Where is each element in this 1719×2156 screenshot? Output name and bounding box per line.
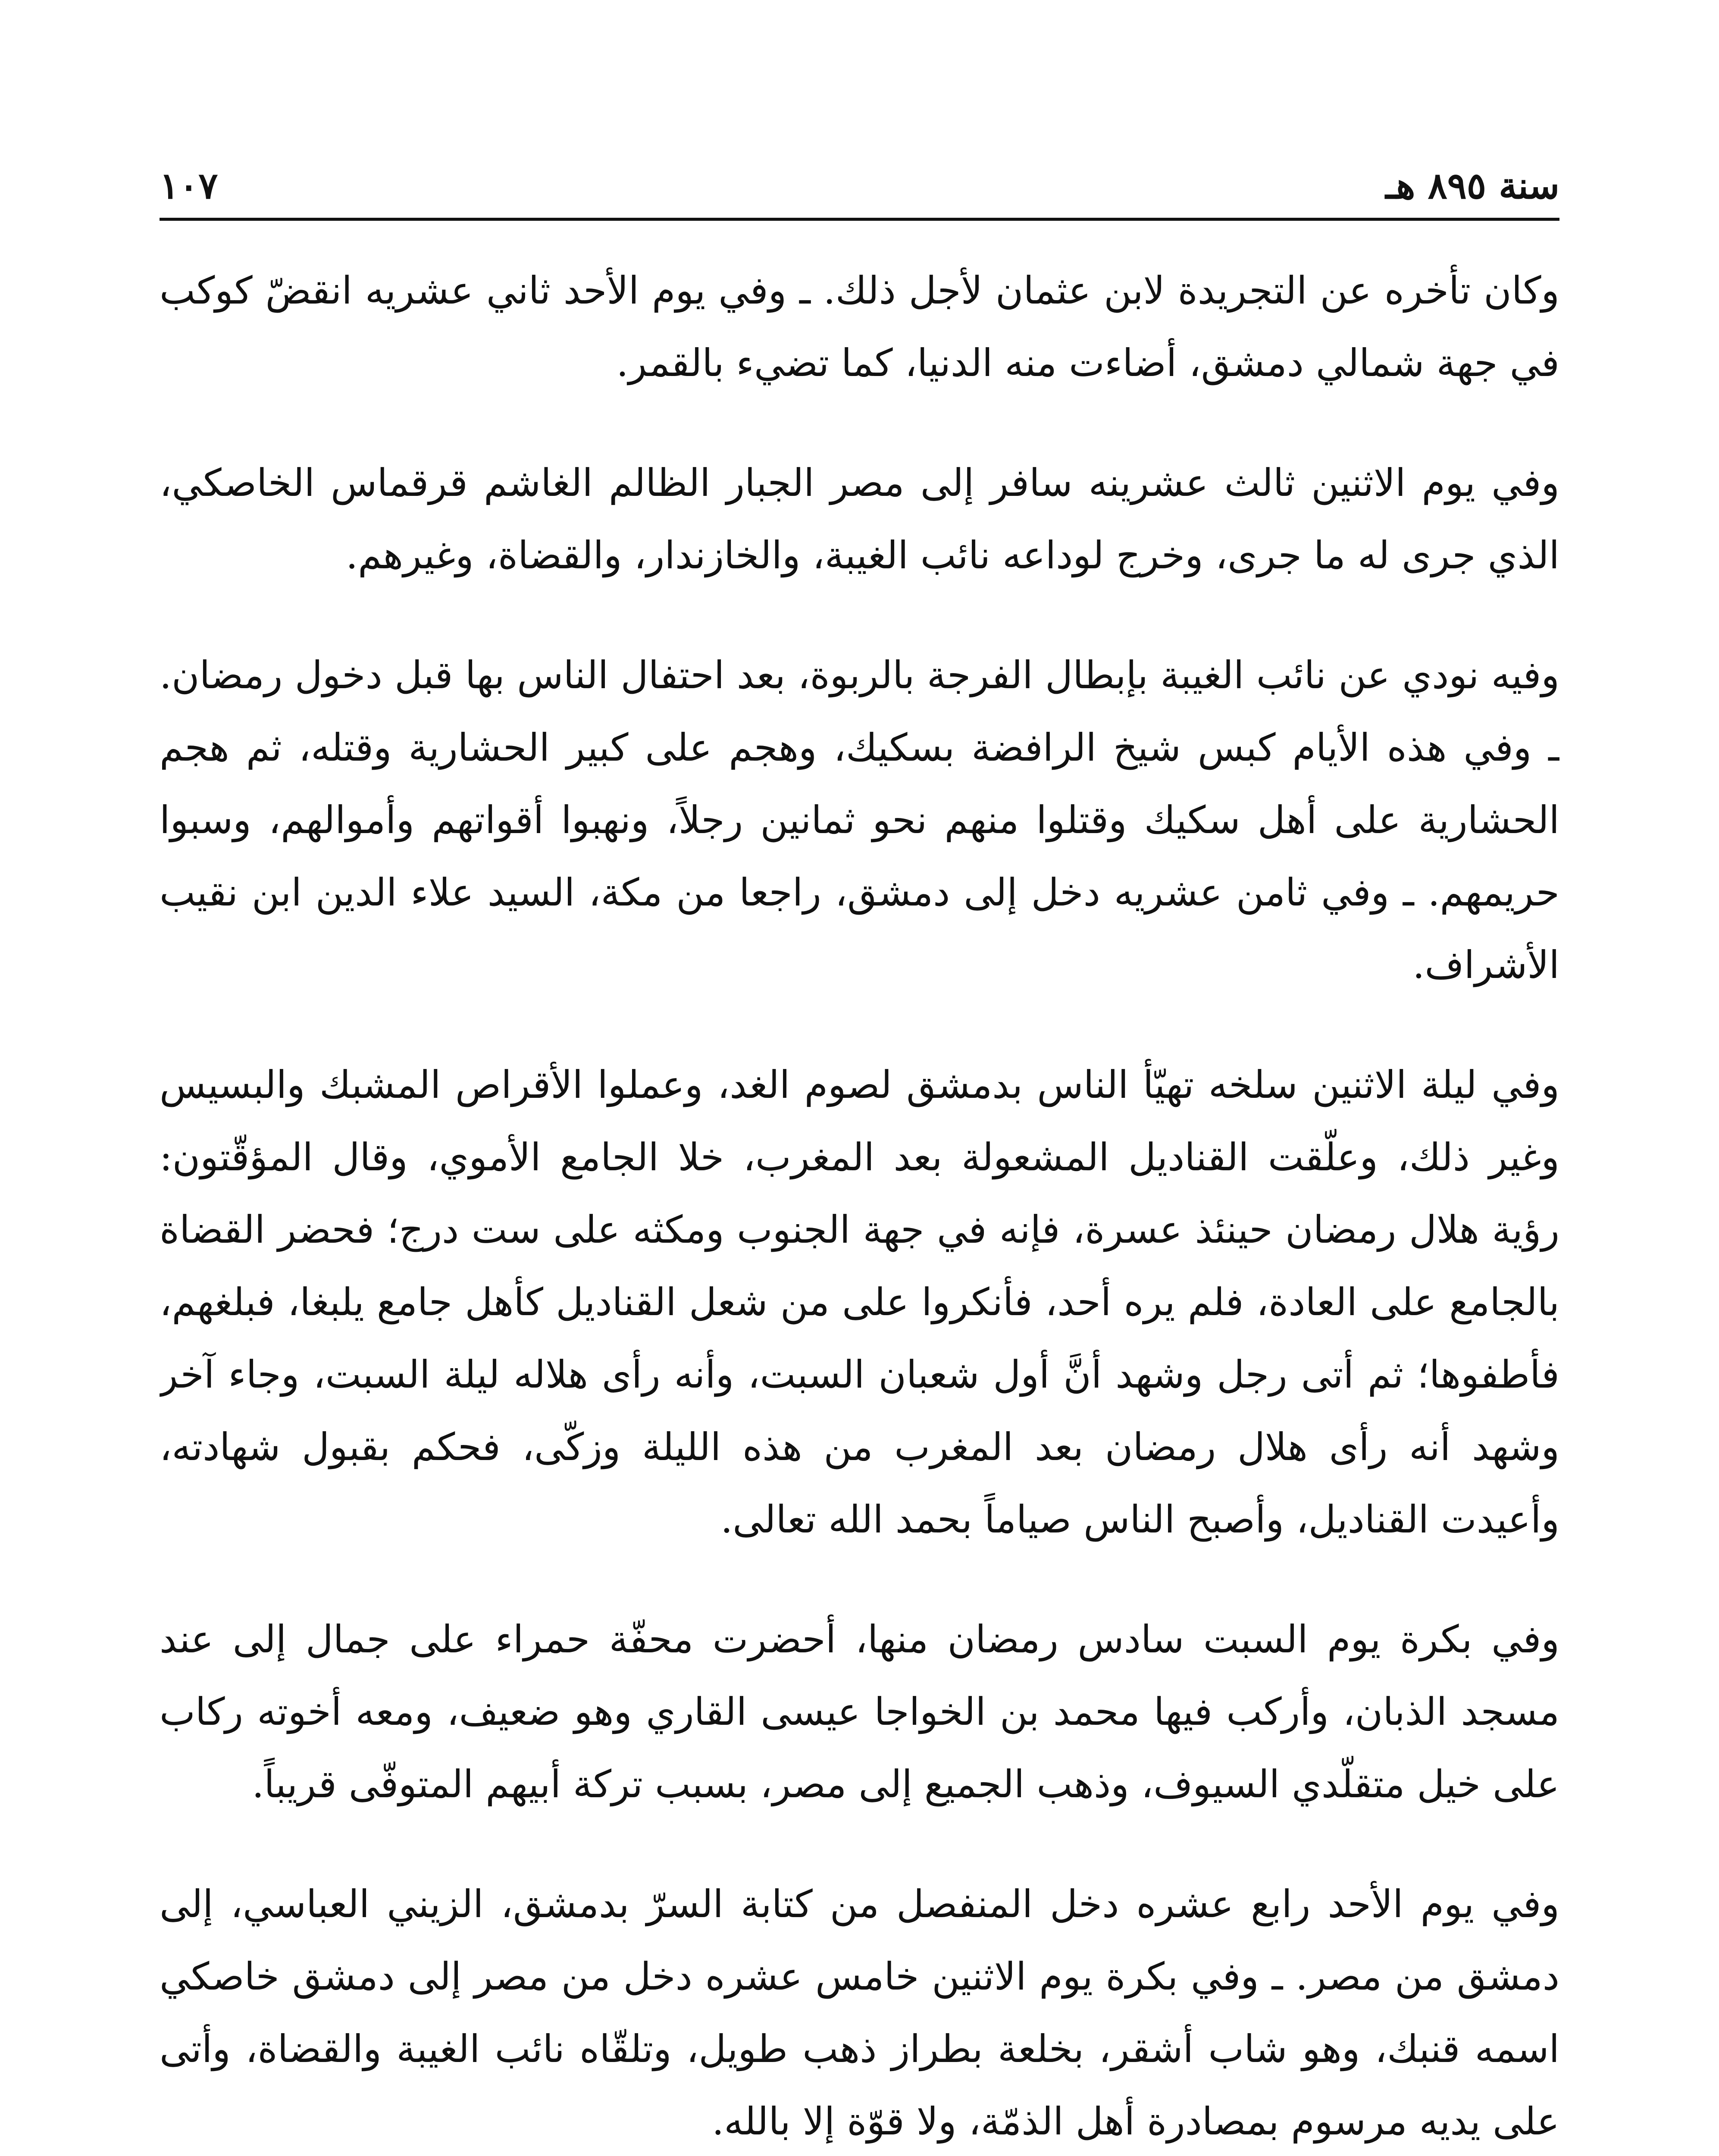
header-rule [160,218,1559,221]
body-text [160,254,1559,2156]
paragraph: وفي بكرة يوم السبت سادس رمضان منها، أحضرت محفّة حمراء على جمال إلى عند مسجد الذبان، وأركب فيها محمد بن الخواجا عيسى القاري وهو ضعيف، ومعه أخوته ركاب على خيل متقلّدي السيوف، وذهب الجميع إلى مصر، بسبب تركة أبيهم المتوفّى قريباً. [160,1617,1559,1806]
paragraph: وكان تأخره عن التجريدة لابن عثمان لأجل ذلك. ـ وفي يوم الأحد ثاني عشريه انقضّ كوكب في جهة شمالي دمشق، أضاءت منه الدنيا، كما تضيء بالقمر. [160,268,1559,385]
running-title: سنة ٨٩٥ هـ [1385,164,1559,207]
paragraph: وفي يوم الأحد رابع عشره دخل المنفصل من كتابة السرّ بدمشق، الزيني العباسي، إلى دمشق من مصر. ـ وفي بكرة يوم الاثنين خامس عشره دخل من مصر إلى دمشق خاصكي اسمه قنبك، وهو شاب أشقر، بخلعة بطراز ذهب طويل، وتلقّاه نائب الغيبة والقضاة، وأتى على يديه مرسوم بمصادرة أهل الذمّة، ولا قوّة إلا بالله. [160,1882,1559,2143]
running-head [160,142,1559,207]
page-number: ١٠٧ [160,164,218,207]
paragraph: وفيه نودي عن نائب الغيبة بإبطال الفرجة بالربوة، بعد احتفال الناس بها قبل دخول رمضان. ـ وفي هذه الأيام كبس شيخ الرافضة بسكيك، وهجم على كبير الحشارية وقتله، ثم هجم الحشارية على أهل سكيك وقتلوا منهم نحو ثمانين رجلاً، ونهبوا أقواتهم وأموالهم، وسبوا حريمهم. ـ وفي ثامن عشريه دخل إلى دمشق، راجعا من مكة، السيد علاء الدين ابن نقيب الأشراف. [160,653,1559,987]
paragraph: وفي يوم الاثنين ثالث عشرينه سافر إلى مصر الجبار الظالم الغاشم قرقماس الخاصكي، الذي جرى له ما جرى، وخرج لوداعه نائب الغيبة، والخازندار، والقضاة، وغيرهم. [160,461,1559,577]
paragraph: وفي ليلة الاثنين سلخه تهيّأ الناس بدمشق لصوم الغد، وعملوا الأقراص المشبك والبسيس وغير ذلك، وعلّقت القناديل المشعولة بعد المغرب، خلا الجامع الأموي، وقال المؤقّتون: رؤية هلال رمضان حينئذ عسرة، فإنه في جهة الجنوب ومكثه على ست درج؛ فحضر القضاة بالجامع على العادة، فلم يره أحد، فأنكروا على من شعل القناديل كأهل جامع يلبغا، فبلغهم، فأطفوها؛ ثم أتى رجل وشهد أنَّ أول شعبان السبت، وأنه رأى هلاله ليلة السبت، وجاء آخر وشهد أنه رأى هلال رمضان بعد المغرب من هذه الليلة وزكّى، فحكم بقبول شهادته، وأعيدت القناديل، وأصبح الناس صياماً بحمد الله تعالى. [160,1062,1559,1542]
